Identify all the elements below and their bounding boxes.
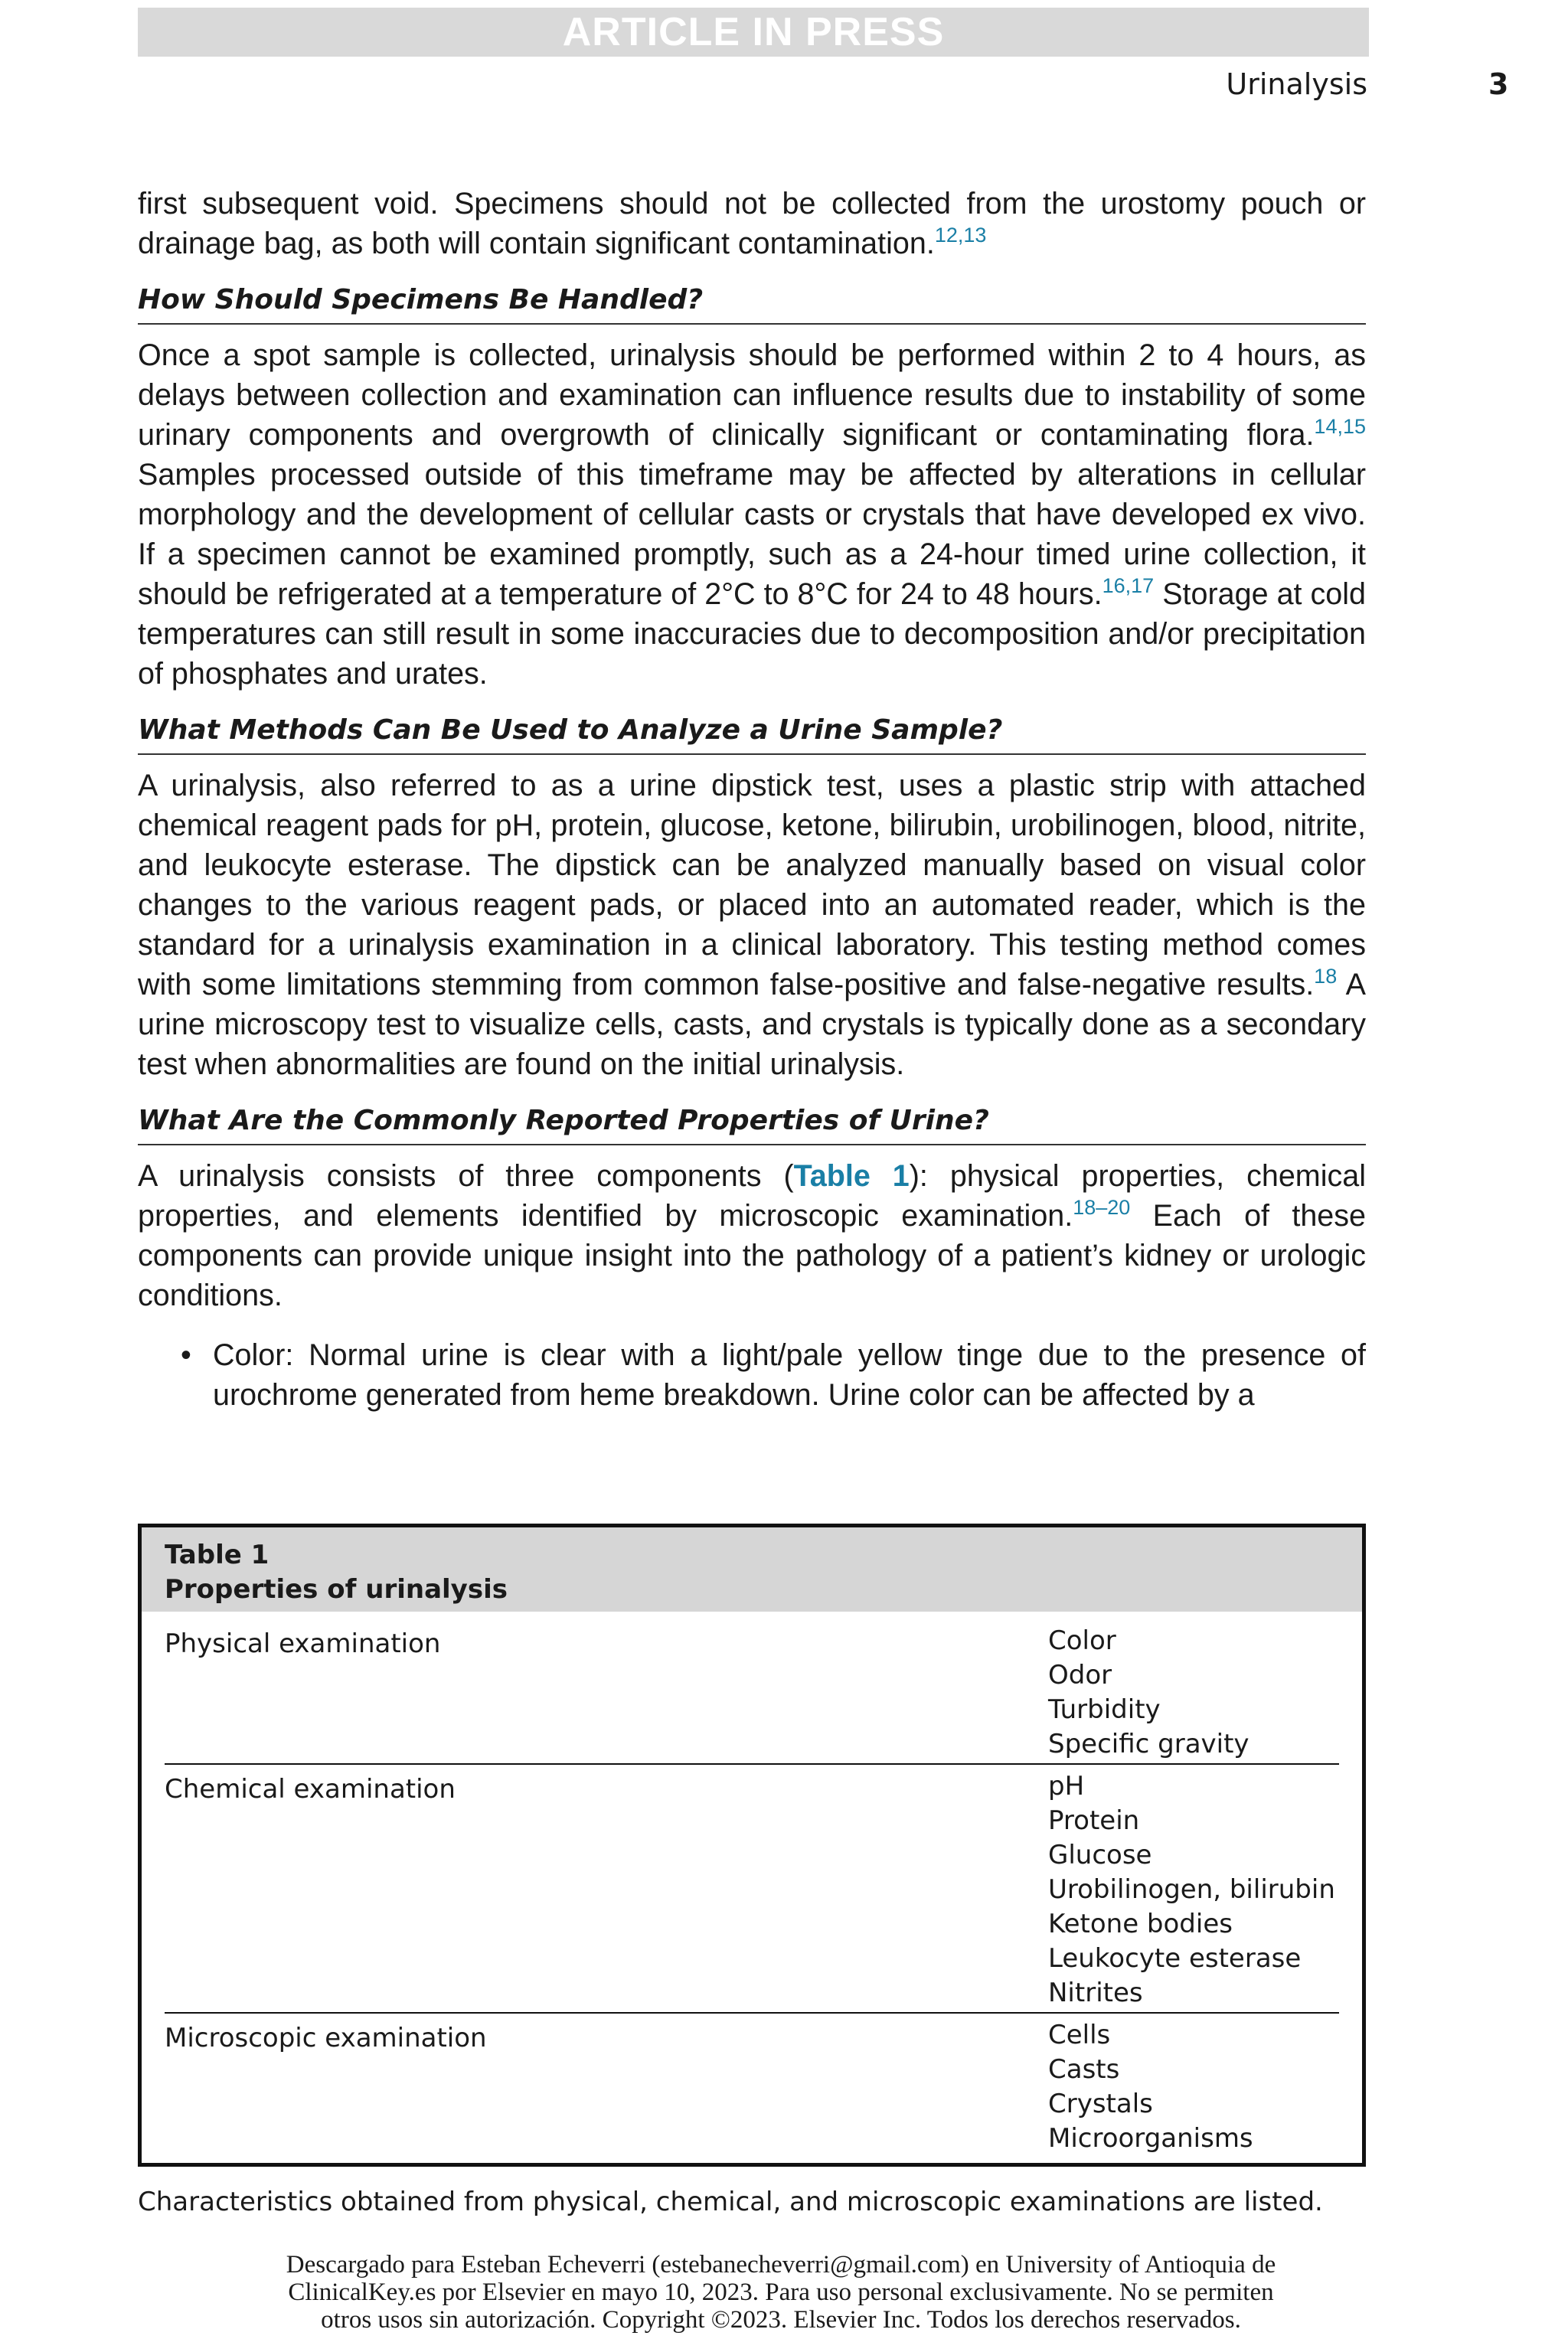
table-category: Microscopic examination	[165, 2023, 487, 2053]
properties-paragraph: A urinalysis consists of three components (Table 1): physical properties, chemical properties, and elements identified by microscopic examination.$^{18-20}$ Each of these components can provide unique insight into the pathology of a patient’s kidney or urologic conditions.	[138, 1159, 1366, 1312]
table-cell: Glucose	[1048, 1840, 1152, 1870]
footer-line: ClinicalKey.es por Elsevier en mayo 10, 2023. Para uso personal exclusivamente. No se permiten	[288, 2278, 1274, 2306]
citation-ref[interactable]: 12,13	[934, 224, 987, 247]
table-cell: Nitrites	[1048, 1978, 1143, 2008]
running-title: Urinalysis	[1226, 67, 1367, 101]
citation-ref[interactable]: 18	[1314, 965, 1338, 988]
citation-ref[interactable]: 18–20	[1073, 1196, 1131, 1219]
table-1	[138, 1524, 1366, 2167]
table-cell: Ketone bodies	[1048, 1909, 1233, 1939]
table-values	[1048, 1624, 1339, 1763]
list-item: • Color: Normal urine is clear with a light/pale yellow tinge due to the presence of urochrome generated from heme breakdown. Urine color can be affected by a	[138, 1335, 1366, 1415]
table-1-link[interactable]: Table 1	[793, 1159, 910, 1193]
footer-line: otros usos sin autorización. Copyright ©2023. Elsevier Inc. Todos los derechos reservados.	[321, 2306, 1241, 2334]
bullet-list	[138, 1335, 1366, 1415]
page-number: 3	[1488, 67, 1509, 101]
table-cell: Crystals	[1048, 2089, 1153, 2119]
table-cell: Urobilinogen, bilirubin	[1048, 1874, 1335, 1905]
table-values	[1048, 2018, 1339, 2158]
citation-ref[interactable]: 14,15	[1314, 415, 1366, 438]
table-cell: Casts	[1048, 2054, 1120, 2085]
table-cell: Color	[1048, 1625, 1116, 1656]
intro-paragraph: first subsequent void. Specimens should not be collected from the urostomy pouch or drainage bag, as both will contain significant contamination.$^{12,13}$	[138, 187, 1366, 260]
table-header	[142, 1527, 1362, 1612]
section-heading-handling: How Should Specimens Be Handled?	[138, 280, 1366, 325]
table-values	[1048, 1769, 1339, 2012]
section-heading-methods: What Methods Can Be Used to Analyze a Urine Sample?	[138, 710, 1366, 755]
table-cell: Cells	[1048, 2020, 1111, 2050]
table-row	[165, 1624, 1339, 1765]
section-heading-properties: What Are the Commonly Reported Properties of Urine?	[138, 1101, 1366, 1145]
footer-line: Descargado para Esteban Echeverri (estebanecheverri@gmail.com) en University of Antioquia de	[286, 2251, 1276, 2278]
table-cell: Microorganisms	[1048, 2123, 1253, 2154]
table-cell: Turbidity	[1048, 1694, 1161, 1725]
table-row	[165, 2014, 1339, 2158]
citation-ref[interactable]: 16,17	[1102, 574, 1155, 597]
table-cell: Leukocyte esterase	[1048, 1943, 1302, 1974]
table-cell: Specific gravity	[1048, 1729, 1250, 1759]
table-title: Properties of urinalysis	[165, 1574, 508, 1605]
table-cell: pH	[1048, 1771, 1085, 1802]
table-caption: Characteristics obtained from physical, chemical, and microscopic examinations are listed.	[138, 2187, 1323, 2217]
article-in-press-banner: ARTICLE IN PRESS	[138, 8, 1369, 57]
download-notice	[230, 2251, 1332, 2334]
table-cell: Odor	[1048, 1660, 1112, 1690]
methods-paragraph: A urinalysis, also referred to as a urine dipstick test, uses a plastic strip with attached chemical reagent pads for pH, protein, glucose, ketone, bilirubin, urobilinogen, blood, nitrite, and leukocyte esterase. The dipstick can be analyzed manually based on visual color changes to the various reagent pads, or placed into an automated reader, which is the standard for a urinalysis examination in a clinical laboratory. This testing method comes with some limitations stemming from common false-positive and false-negative results.$^{18}$ A urine microscopy test to visualize cells, casts, and crystals is typically done as a secondary test when abnormalities are found on the initial urinalysis.	[138, 769, 1366, 1081]
table-body	[142, 1612, 1362, 2158]
table-category: Physical examination	[165, 1628, 441, 1659]
table-label: Table 1	[165, 1540, 270, 1570]
table-row	[165, 1765, 1339, 2014]
handling-paragraph: Once a spot sample is collected, urinalysis should be performed within 2 to 4 hours, as delays between collection and examination can influence results due to instability of some urinary components and overgrowth of clinically significant or contaminating flora.$^{14,15}$ Samples processed outside of this timeframe may be affected by alterations in cellular morphology and the development of cellular casts or crystals that have developed ex vivo. If a specimen cannot be examined promptly, such as a 24-hour timed urine collection, it should be refrigerated at a temperature of 2°C to 8°C for 24 to 48 hours.$^{16,17}$ Storage at cold temperatures can still result in some inaccuracies due to decomposition and/or precipitation of phosphates and urates.	[138, 338, 1366, 691]
table-cell: Protein	[1048, 1805, 1140, 1836]
table-category: Chemical examination	[165, 1774, 456, 1805]
bullet-icon: •	[181, 1338, 191, 1372]
article-body	[138, 184, 1366, 1415]
